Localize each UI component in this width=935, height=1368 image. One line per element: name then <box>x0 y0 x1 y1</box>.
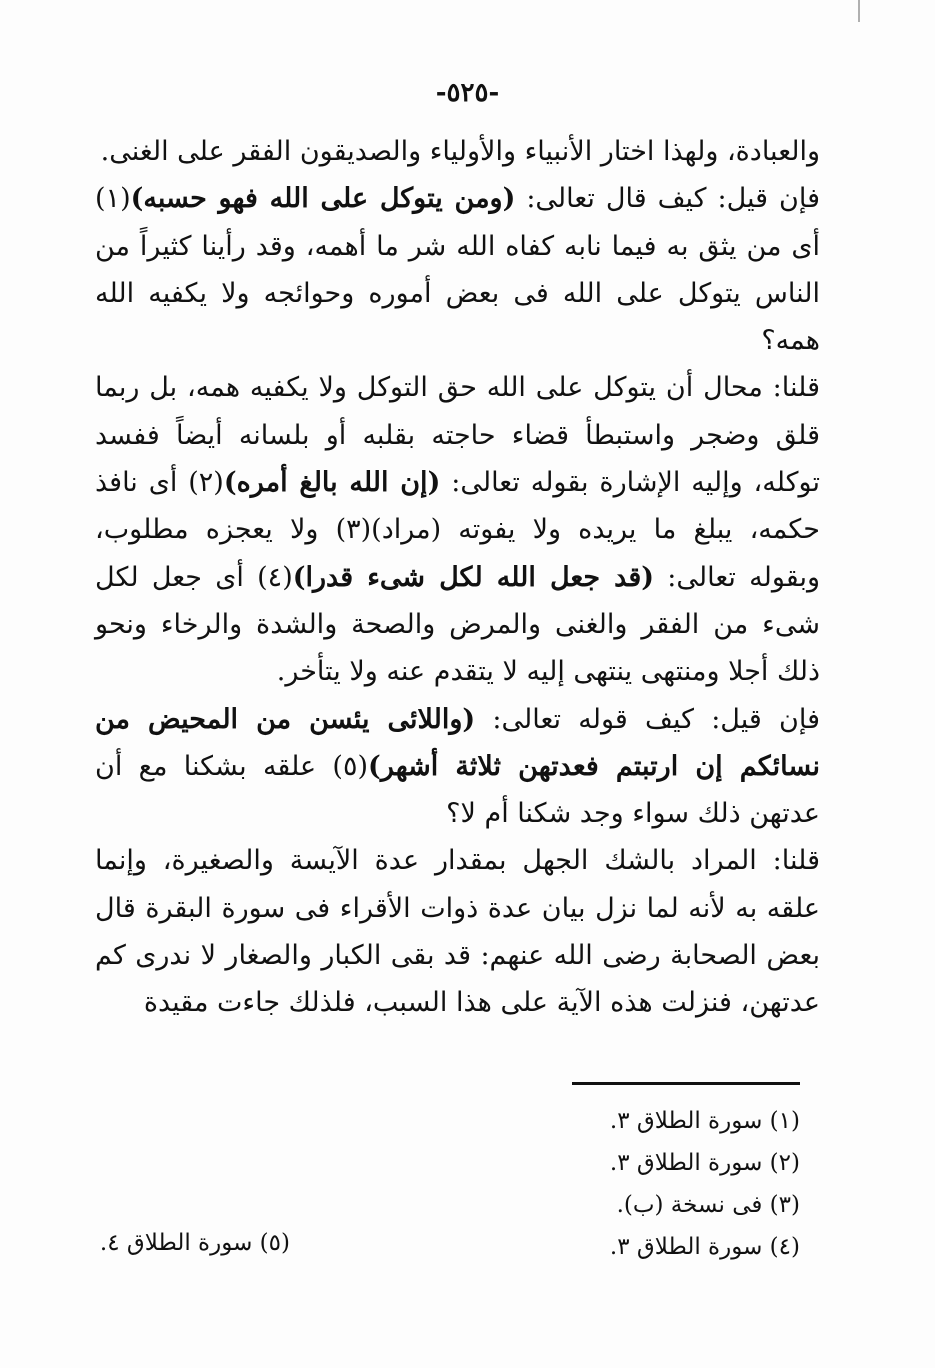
footnote: (٢) سورة الطلاق ٣. <box>609 1150 800 1176</box>
paragraph <box>95 364 820 695</box>
paragraph <box>95 837 820 1026</box>
quran-quote: (قد جعل الله لكل شىء قدرا) <box>292 561 655 593</box>
scan-edge-mark <box>858 0 860 22</box>
text-segment: والعبادة، ولهذا اختار الأنبياء والأولياء والصديقون الفقر على الغنى. <box>100 136 820 167</box>
page-number: -٥٢٥- <box>435 78 500 108</box>
text-segment: قلنا: محال أن يتوكل على الله حق التوكل ولا يكفيه همه، بل ربما قلق وضجر واستبطأ قضاء حاجته بقلبه أو بلسانه أيضاً ففسد توكله، وإليه الإشارة بقوله تعالى: <box>95 372 820 499</box>
paragraph <box>95 696 820 838</box>
text-segment: (٢) أى نافذ حكمه، يبلغ ما يريده ولا يفوته (مراد)(٣) ولا يعجزه مطلوب، وبقوله تعالى: <box>95 467 821 593</box>
footnote: (٣) فى نسخة (ب). <box>616 1192 800 1218</box>
footnotes <box>560 1100 800 1268</box>
text-segment: فإن قيل: كيف قوله تعالى: <box>475 703 820 735</box>
body-text <box>95 128 820 1027</box>
text-segment: (٥) علقه بشكنا مع أن عدتهن ذلك سواء وجد شكنا أم لا؟ <box>95 750 820 830</box>
text-segment: فإن قيل: كيف قال تعالى: <box>515 183 820 215</box>
footnote: (٤) سورة الطلاق ٣. <box>609 1234 800 1260</box>
quran-quote: (إن الله بالغ أمره) <box>223 467 441 499</box>
footnote: (١) سورة الطلاق ٣. <box>609 1108 800 1134</box>
text-segment: (١) أى من يثق به فيما نابه كفاه الله شر ما أهمه، وقد رأينا كثيراً من الناس يتوكل على الله فى بعض أموره وحوائجه ولا يكفيه الله همه؟ <box>95 183 820 357</box>
footnote: (٥) سورة الطلاق ٤. <box>99 1230 290 1256</box>
footnote-divider <box>572 1082 800 1085</box>
paragraph <box>95 128 820 175</box>
quran-quote: (ومن يتوكل على الله فهو حسبه) <box>130 183 516 215</box>
text-segment: (٤) أى جعل لكل شىء من الفقر والغنى والمرض والصحة والشدة والرخاء ونحو ذلك أجلا ومنتهى ينتهى إليه لا يتقدم عنه ولا يتأخر. <box>95 561 820 688</box>
paragraph <box>95 175 820 364</box>
quran-quote: (واللائى يئسن من المحيض من نسائكم إن ارتبتم فعدتهن ثلاثة أشهر) <box>95 703 820 782</box>
text-segment: قلنا: المراد بالشك الجهل بمقدار عدة الآيسة والصغيرة، وإنما علقه به لأنه لما نزل بيان عدة ذوات الأقراء فى سورة البقرة قال بعض الصحابة رضى الله عنهم: قد بقى الكبار والصغار لا ندرى كم عدتهن، فنزلت هذه الآية على هذا السبب، فلذلك جاءت مقيدة <box>95 845 820 1019</box>
